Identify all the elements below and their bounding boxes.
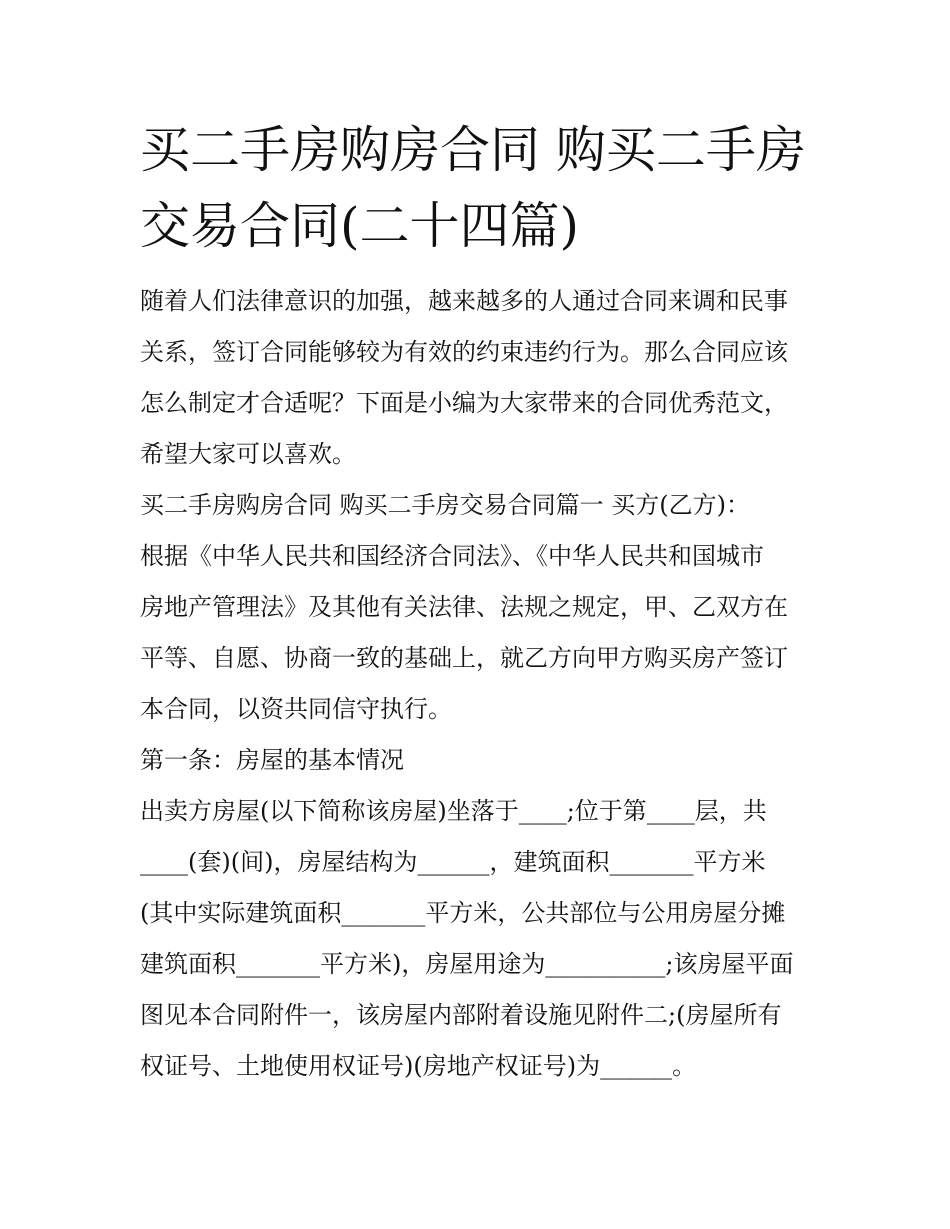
body-line: 权证号、土地使用权证号)(房地产权证号)为______。: [140, 1052, 697, 1080]
body-line: 关系，签订合同能够较为有效的约束违约行为。那么合同应该: [140, 338, 788, 366]
document-body: [140, 276, 820, 1092]
body-line: 随着人们法律意识的加强，越来越多的人通过合同来调和民事: [140, 287, 788, 315]
document-title: [140, 112, 820, 264]
title-line-1: 买二手房购房合同 购买二手房: [140, 121, 806, 179]
body-line: 出卖方房屋(以下简称该房屋)坐落于____;位于第____层，共: [140, 797, 767, 825]
body-line: 图见本合同附件一，该房屋内部附着设施见附件二;(房屋所有: [140, 1001, 782, 1029]
title-line-2: 交易合同(二十四篇): [140, 197, 580, 255]
body-line: 平等、自愿、协商一致的基础上，就乙方向甲方购买房产签订: [140, 644, 788, 672]
body-line: 怎么制定才合适呢？下面是小编为大家带来的合同优秀范文，: [140, 389, 788, 417]
body-line: (其中实际建筑面积_______平方米，公共部位与公用房屋分摊: [140, 899, 786, 927]
article-heading: 第一条：房屋的基本情况: [140, 746, 404, 774]
body-line: 房地产管理法》及其他有关法律、法规之规定，甲、乙双方在: [140, 593, 788, 621]
section-heading: 买二手房购房合同 购买二手房交易合同篇一 买方(乙方)：: [140, 491, 750, 519]
body-line: 本合同，以资共同信守执行。: [140, 695, 452, 723]
body-line: 根据《中华人民共和国经济合同法》、《中华人民共和国城市: [140, 542, 764, 570]
body-line: 希望大家可以喜欢。: [140, 440, 356, 468]
body-line: ____(套)(间)，房屋结构为______，建筑面积_______平方米: [140, 848, 766, 876]
body-line: 建筑面积_______平方米)，房屋用途为__________;该房屋平面: [140, 950, 794, 978]
